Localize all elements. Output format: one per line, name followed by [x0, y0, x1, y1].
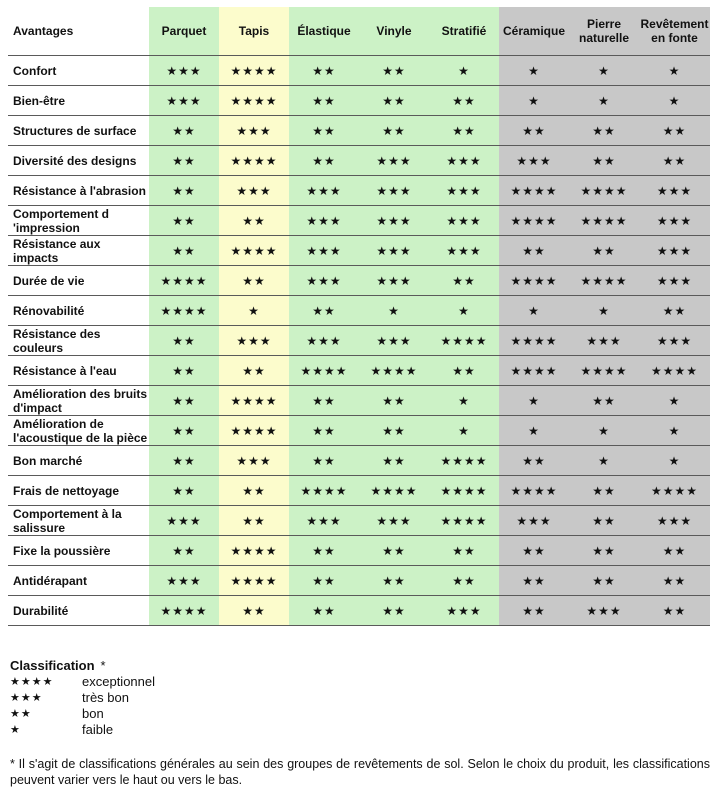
legend-item [10, 706, 155, 722]
legend-stars: ★★★★ [10, 676, 54, 688]
table-row [8, 56, 710, 86]
column-header-advantages: Avantages [8, 7, 149, 56]
rating-cell: ★★ [359, 116, 429, 146]
rating-cell: ★ [639, 416, 710, 446]
rating-cell: ★★★ [149, 506, 219, 536]
rating-cell: ★★★ [219, 326, 289, 356]
rating-cell: ★★★ [289, 206, 359, 236]
legend-stars: ★★★ [10, 692, 43, 704]
rating-cell: ★ [639, 386, 710, 416]
table-row [8, 356, 710, 386]
rating-cell: ★★ [359, 386, 429, 416]
row-label: Antidérapant [8, 566, 149, 596]
rating-cell: ★★ [219, 356, 289, 386]
rating-cell: ★★ [499, 446, 569, 476]
rating-cell: ★★★★ [219, 236, 289, 266]
row-label: Rénovabilité [8, 296, 149, 326]
rating-cell: ★★★ [359, 176, 429, 206]
column-header-ceramique: Céramique [499, 7, 569, 56]
rating-cell: ★★ [499, 236, 569, 266]
rating-cell: ★★ [289, 566, 359, 596]
rating-cell: ★★ [639, 296, 710, 326]
row-label: Confort [8, 56, 149, 86]
rating-cell: ★★ [429, 86, 499, 116]
row-label: Diversité des designs [8, 146, 149, 176]
row-label: Bon marché [8, 446, 149, 476]
rating-cell: ★★★ [429, 236, 499, 266]
rating-cell: ★★★★ [219, 386, 289, 416]
rating-cell: ★★★★ [639, 476, 710, 506]
rating-cell: ★★ [149, 176, 219, 206]
rating-cell: ★★ [289, 596, 359, 626]
table-row [8, 116, 710, 146]
rating-cell: ★★★★ [219, 416, 289, 446]
rating-cell: ★★★ [639, 326, 710, 356]
rating-cell: ★★★ [639, 206, 710, 236]
table-row [8, 476, 710, 506]
row-label: Résistance à l'abrasion [8, 176, 149, 206]
rating-cell: ★★ [569, 566, 639, 596]
row-label: Bien-être [8, 86, 149, 116]
rating-cell: ★★★ [149, 566, 219, 596]
rating-cell: ★★★ [569, 326, 639, 356]
rating-cell: ★★ [149, 236, 219, 266]
rating-cell: ★★ [149, 416, 219, 446]
row-label: Durabilité [8, 596, 149, 626]
rating-cell: ★ [499, 86, 569, 116]
rating-cell: ★★★ [429, 146, 499, 176]
table-row [8, 86, 710, 116]
rating-cell: ★★ [219, 206, 289, 236]
row-label: Résistance des couleurs [8, 326, 149, 356]
rating-cell: ★★★★ [569, 356, 639, 386]
rating-cell: ★ [499, 296, 569, 326]
rating-cell: ★★★★ [429, 476, 499, 506]
rating-cell: ★★★ [359, 236, 429, 266]
rating-cell: ★★★ [219, 176, 289, 206]
column-header-parquet: Parquet [149, 7, 219, 56]
rating-cell: ★★★ [429, 206, 499, 236]
rating-cell: ★★ [149, 356, 219, 386]
rating-cell: ★★ [429, 266, 499, 296]
rating-cell: ★★ [289, 146, 359, 176]
rating-cell: ★★ [149, 386, 219, 416]
column-header-vinyle: Vinyle [359, 7, 429, 56]
rating-cell: ★★★★ [219, 86, 289, 116]
rating-cell: ★★ [499, 596, 569, 626]
rating-cell: ★★★★ [219, 536, 289, 566]
rating-cell: ★★ [639, 566, 710, 596]
rating-cell: ★★★★ [219, 56, 289, 86]
rating-cell: ★★ [569, 386, 639, 416]
legend-stars: ★★ [10, 708, 32, 720]
rating-cell: ★★★ [639, 266, 710, 296]
rating-cell: ★★ [639, 146, 710, 176]
rating-cell: ★★★★ [359, 476, 429, 506]
table-row [8, 146, 710, 176]
rating-cell: ★★★★ [429, 506, 499, 536]
rating-cell: ★★★ [639, 176, 710, 206]
rating-cell: ★★★★ [569, 206, 639, 236]
rating-cell: ★★ [499, 536, 569, 566]
rating-cell: ★★★★ [219, 566, 289, 596]
rating-cell: ★★★★ [569, 176, 639, 206]
table-row [8, 386, 710, 416]
rating-cell: ★★★ [569, 596, 639, 626]
rating-cell: ★★ [219, 476, 289, 506]
rating-cell: ★★★ [639, 236, 710, 266]
rating-cell: ★★★★ [149, 596, 219, 626]
rating-cell: ★★ [149, 146, 219, 176]
rating-cell: ★★★★ [499, 356, 569, 386]
rating-cell: ★★★★ [149, 296, 219, 326]
rating-cell: ★★★ [639, 506, 710, 536]
row-label: Fixe la poussière [8, 536, 149, 566]
row-label: Comportement d 'impression [8, 206, 149, 236]
table-row [8, 446, 710, 476]
rating-cell: ★★ [569, 116, 639, 146]
rating-cell: ★ [639, 86, 710, 116]
rating-cell: ★★★★ [499, 476, 569, 506]
rating-cell: ★ [429, 416, 499, 446]
rating-cell: ★★★ [429, 596, 499, 626]
column-header-stratifie: Stratifié [429, 7, 499, 56]
rating-cell: ★★★ [289, 506, 359, 536]
rating-cell: ★★★★ [289, 356, 359, 386]
rating-cell: ★★ [219, 266, 289, 296]
rating-cell: ★ [429, 296, 499, 326]
rating-cell: ★★ [429, 116, 499, 146]
rating-cell: ★★★★ [499, 176, 569, 206]
rating-cell: ★ [569, 56, 639, 86]
rating-cell: ★★ [429, 356, 499, 386]
table-row [8, 416, 710, 446]
rating-cell: ★★★★ [499, 206, 569, 236]
rating-cell: ★★ [359, 56, 429, 86]
classification-legend [10, 657, 155, 738]
rating-cell: ★★★ [359, 266, 429, 296]
rating-cell: ★★ [569, 146, 639, 176]
rating-cell: ★★ [359, 86, 429, 116]
rating-cell: ★★ [149, 536, 219, 566]
rating-cell: ★★★★ [499, 266, 569, 296]
rating-cell: ★★ [429, 536, 499, 566]
legend-item [10, 690, 155, 706]
legend-text: très bon [82, 690, 129, 705]
table-row [8, 326, 710, 356]
row-label: Structures de surface [8, 116, 149, 146]
rating-cell: ★★ [639, 596, 710, 626]
rating-cell: ★★★ [499, 506, 569, 536]
rating-cell: ★★ [149, 476, 219, 506]
legend-item [10, 674, 155, 690]
rating-cell: ★★ [359, 596, 429, 626]
rating-cell: ★ [569, 296, 639, 326]
rating-cell: ★★ [149, 116, 219, 146]
rating-cell: ★ [639, 56, 710, 86]
rating-cell: ★★★★ [499, 326, 569, 356]
flooring-comparison-table [8, 7, 710, 626]
rating-cell: ★★ [569, 536, 639, 566]
rating-cell: ★★★ [359, 326, 429, 356]
rating-cell: ★★★★ [359, 356, 429, 386]
rating-cell: ★★ [219, 596, 289, 626]
row-label: Amélioration de l'acoustique de la pièce [8, 416, 149, 446]
rating-cell: ★★★ [149, 56, 219, 86]
rating-cell: ★ [429, 386, 499, 416]
rating-cell: ★★★ [219, 116, 289, 146]
row-label: Comportement à la salissure [8, 506, 149, 536]
rating-cell: ★★★ [289, 266, 359, 296]
rating-cell: ★★ [289, 56, 359, 86]
rating-cell: ★★ [569, 476, 639, 506]
table-row [8, 506, 710, 536]
rating-cell: ★ [359, 296, 429, 326]
rating-cell: ★★ [289, 536, 359, 566]
rating-cell: ★★ [499, 116, 569, 146]
legend-heading [10, 657, 155, 674]
rating-cell: ★★ [289, 446, 359, 476]
table-row [8, 566, 710, 596]
rating-cell: ★★ [639, 116, 710, 146]
column-header-pierre-naturelle: Pierre naturelle [569, 7, 639, 56]
header-row [8, 7, 710, 56]
legend-item [10, 722, 155, 738]
column-header-elastique: Élastique [289, 7, 359, 56]
rating-cell: ★★ [569, 236, 639, 266]
rating-cell: ★★★ [289, 176, 359, 206]
rating-cell: ★★★★ [429, 326, 499, 356]
column-header-revetement-en-fonte: Revêtement en fonte [639, 7, 710, 56]
legend-items [10, 674, 155, 738]
rating-cell: ★★ [219, 506, 289, 536]
table-row [8, 536, 710, 566]
rating-cell: ★★★ [289, 236, 359, 266]
rating-cell: ★★★ [359, 146, 429, 176]
legend-asterisk: * [100, 658, 106, 673]
rating-cell: ★ [569, 86, 639, 116]
table-row [8, 176, 710, 206]
rating-cell: ★★★ [289, 326, 359, 356]
table-row [8, 206, 710, 236]
rating-cell: ★ [429, 56, 499, 86]
rating-cell: ★★ [289, 296, 359, 326]
rating-cell: ★★★ [429, 176, 499, 206]
legend-text: faible [82, 722, 114, 737]
rating-cell: ★★★★ [639, 356, 710, 386]
legend-title: Classification [10, 658, 95, 673]
rating-cell: ★ [499, 56, 569, 86]
rating-cell: ★ [569, 416, 639, 446]
row-label: Amélioration des bruits d'impact [8, 386, 149, 416]
rating-cell: ★★ [359, 536, 429, 566]
rating-cell: ★★★ [149, 86, 219, 116]
rating-cell: ★★ [359, 446, 429, 476]
legend-stars: ★ [10, 724, 21, 736]
row-label: Résistance aux impacts [8, 236, 149, 266]
table-row [8, 266, 710, 296]
legend-text: bon [82, 706, 104, 721]
rating-cell: ★★ [499, 566, 569, 596]
table-row [8, 296, 710, 326]
rating-cell: ★★ [639, 536, 710, 566]
rating-cell: ★★★ [499, 146, 569, 176]
rating-cell: ★ [219, 296, 289, 326]
row-label: Durée de vie [8, 266, 149, 296]
legend-text: exceptionnel [82, 674, 155, 689]
rating-cell: ★★★★ [219, 146, 289, 176]
rating-cell: ★★ [289, 386, 359, 416]
footnote: * Il s'agit de classifications générales au sein des groupes de revêtements de sol. Selon le choix du produit, les classifications peuvent varier vers le haut ou vers le bas. [10, 757, 710, 787]
rating-cell: ★★ [149, 326, 219, 356]
rating-cell: ★★ [289, 416, 359, 446]
rating-cell: ★ [499, 386, 569, 416]
row-label: Frais de nettoyage [8, 476, 149, 506]
rating-cell: ★★★ [219, 446, 289, 476]
rating-cell: ★★★ [359, 206, 429, 236]
rating-cell: ★★★★ [289, 476, 359, 506]
rating-cell: ★★★ [359, 506, 429, 536]
rating-cell: ★★★★ [569, 266, 639, 296]
table-row [8, 596, 710, 626]
rating-cell: ★★ [429, 566, 499, 596]
rating-cell: ★★ [149, 206, 219, 236]
rating-cell: ★★ [289, 86, 359, 116]
rating-cell: ★ [569, 446, 639, 476]
rating-cell: ★ [639, 446, 710, 476]
rating-cell: ★★ [569, 506, 639, 536]
rating-cell: ★★★★ [149, 266, 219, 296]
rating-cell: ★★ [359, 416, 429, 446]
table-row [8, 236, 710, 266]
row-label: Résistance à l'eau [8, 356, 149, 386]
rating-cell: ★★ [359, 566, 429, 596]
table-body [8, 56, 710, 626]
rating-cell: ★★ [289, 116, 359, 146]
rating-cell: ★★★★ [429, 446, 499, 476]
rating-cell: ★ [499, 416, 569, 446]
column-header-tapis: Tapis [219, 7, 289, 56]
rating-cell: ★★ [149, 446, 219, 476]
